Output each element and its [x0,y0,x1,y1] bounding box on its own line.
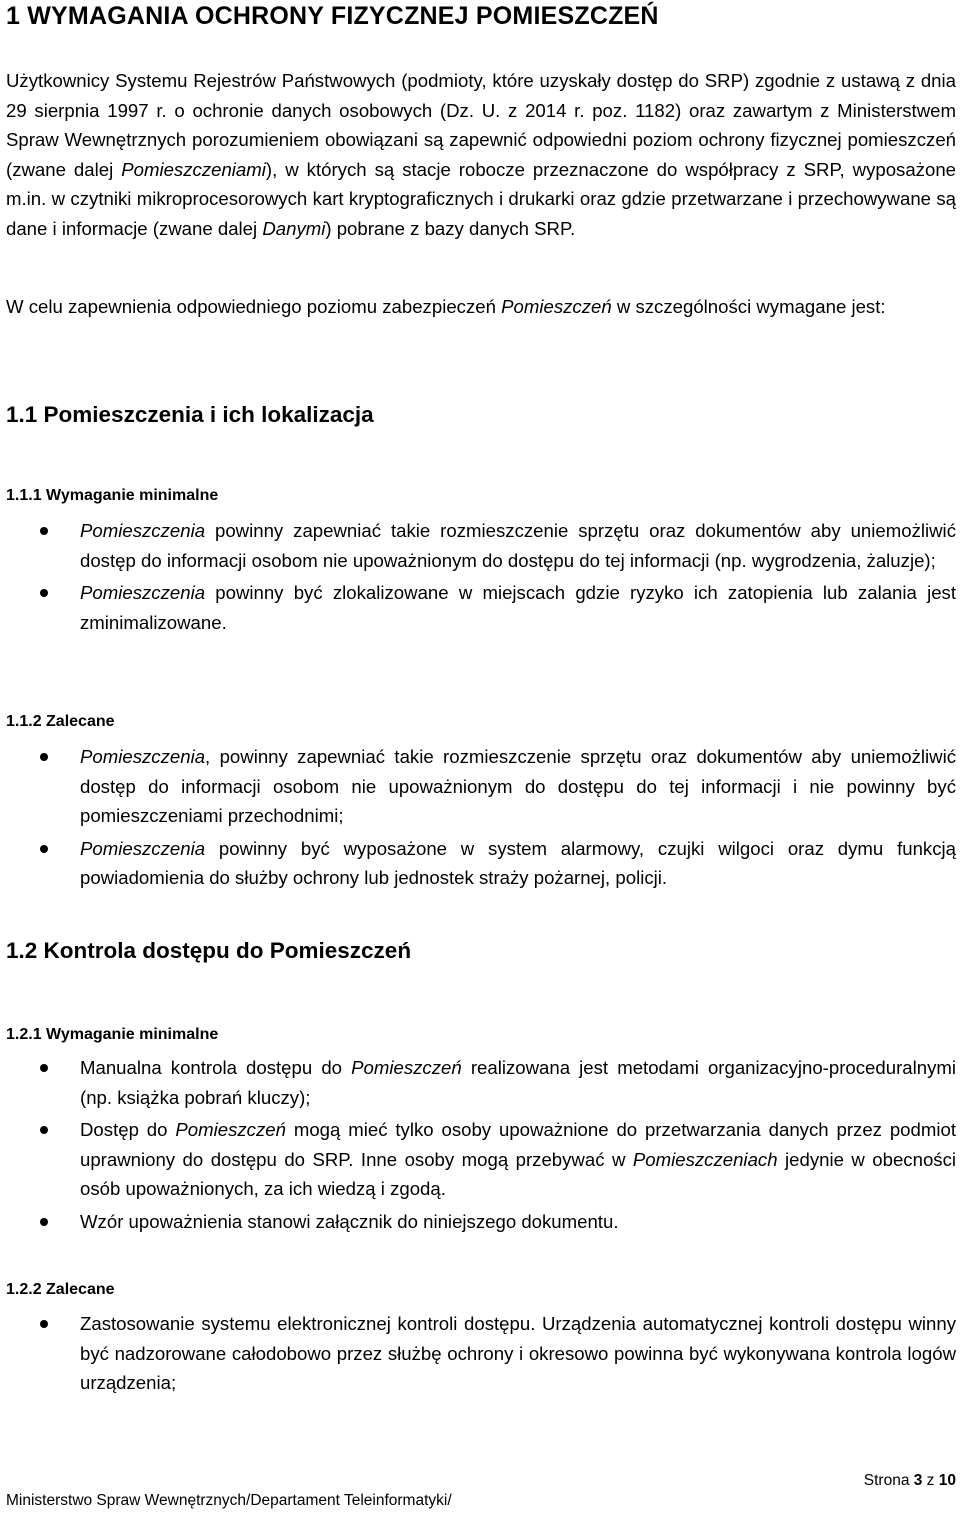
page-current: 3 [913,1472,923,1489]
section-heading-1-2: 1.2 Kontrola dostępu do Pomieszczeń [6,938,412,963]
intro-term: Pomieszczeniami [121,158,266,180]
bullet-icon [40,589,48,597]
bullet-list-1-2-1 [6,1053,956,1239]
list-text: Manualna kontrola dostępu do [80,1057,352,1078]
bullet-icon [40,845,48,853]
intro-text: ) pobrane z bazy danych SRP. [325,217,576,239]
list-text: Zastosowanie systemu elektronicznej kontroli dostępu. Urządzenia automatycznej kontroli dostępu winny być nadzorowane całodobowo przez służbę ochrony i okresowo powinna być wykonywana kontrola logów urządzenia; [80,1313,956,1393]
list-item [6,1309,956,1398]
intro-term: Danymi [262,217,326,239]
bullet-list-1-2-2 [6,1309,956,1401]
page-number-separator: z [922,1472,939,1489]
page-number-label: Strona [863,1472,914,1489]
list-text: powinny zapewniać takie rozmieszczenie sprzętu oraz dokumentów aby uniemożliwić dostęp do informacji osobom nie upoważnionym do dostępu do tej informacji (np. wygrodzenia, żaluzje); [80,520,956,571]
intro-text: Użytkownicy Systemu Rejestrów Państwowych (podmioty, które uzyskały dostęp do SRP) zgodnie z ustawą z dnia 29 sierpnia 1997 r. o ochronie danych osobowych (Dz. U. z 2014 r. poz. 1182) oraz zawartym z Ministerstwem Spraw Wewnętrznych porozumieniem obowiązani są zapewnić odpowiedni poziom ochrony fizycznej pomieszczeń (zwane dalej [6,70,956,180]
subsection-heading-1-2-1: 1.2.1 Wymaganie minimalne [6,1026,219,1043]
bullet-icon [40,1064,48,1072]
bullet-icon [40,1320,48,1328]
list-item [6,578,956,637]
subsection-heading-1-1-2: 1.1.2 Zalecane [6,713,115,730]
list-text: realizowana jest metodami organizacyjno-proceduralnymi (np. książka pobrań kluczy); [80,1057,956,1108]
intro-text: W celu zapewnienia odpowiedniego poziomu zabezpieczeń [6,296,502,317]
intro-term: Pomieszczeń [501,296,612,317]
subsection-heading-1-2-2: 1.2.2 Zalecane [6,1281,115,1298]
intro-text: w szczególności wymagane jest: [611,296,886,317]
footer-organization: Ministerstwo Spraw Wewnętrznych/Departament Teleinformatyki/ [6,1492,452,1509]
bullet-icon [40,1126,48,1134]
page-number [864,1472,956,1490]
list-text: , powinny zapewniać takie rozmieszczenie sprzętu oraz dokumentów aby uniemożliwić dostęp do informacji osobom nie upoważnionym do dostępu do tej informacji i nie powinny być pomieszczeniami przechodnimi; [80,746,956,826]
list-text: jedynie w obecności osób upoważnionych, za ich wiedzą i zgodą. [80,1148,957,1199]
list-text: powinny być wyposażone w system alarmowy, czujki wilgoci oraz dymu funkcją powiadomienia do służby ochrony lub jednostek straży pożarnej, policji. [80,837,956,888]
intro-paragraph [6,66,956,243]
list-term: Pomieszczenia [80,582,206,603]
list-text: mogą mieć tylko osoby upoważnione do przetwarzania danych przez podmiot uprawniony do dostępu do SRP. Inne osoby mogą przebywać w [80,1119,956,1170]
list-item [6,834,956,893]
list-text: Wzór upoważnienia stanowi załącznik do niniejszego dokumentu. [80,1210,619,1232]
requirements-intro-paragraph [6,292,956,322]
page-title: 1 WYMAGANIA OCHRONY FIZYCZNEJ POMIESZCZEŃ [6,2,659,30]
list-item [6,1207,956,1237]
list-item [6,1115,956,1204]
list-term: Pomieszczeniach [632,1148,778,1170]
section-heading-1-1: 1.1 Pomieszczenia i ich lokalizacja [6,402,374,427]
list-term: Pomieszczenia [80,837,206,859]
list-term: Pomieszczenia [80,746,206,767]
intro-text: ), w których są stacje robocze przeznaczone do współpracy z SRP, wyposażone m.in. w czytniki mikroprocesorowych kart kryptograficznych i drukarki oraz gdzie przetwarzane i przechowywane są dane i informacje (zwane dalej [6,158,957,239]
bullet-icon [40,1218,48,1226]
list-term: Pomieszczeń [175,1119,286,1140]
list-text: powinny być zlokalizowane w miejscach gdzie ryzyko ich zatopienia lub zalania jest zminimalizowane. [80,582,956,633]
bullet-icon [40,753,48,761]
list-item [6,516,956,575]
list-term: Pomieszczenia [80,520,206,541]
list-text: Dostęp do [80,1119,176,1140]
page-total: 10 [938,1472,956,1489]
bullet-list-1-1-2 [6,742,956,896]
list-item [6,742,956,831]
subsection-heading-1-1-1: 1.1.1 Wymaganie minimalne [6,487,219,504]
bullet-icon [40,527,48,535]
bullet-list-1-1-1 [6,516,956,640]
list-term: Pomieszczeń [351,1057,462,1078]
list-item [6,1053,956,1112]
